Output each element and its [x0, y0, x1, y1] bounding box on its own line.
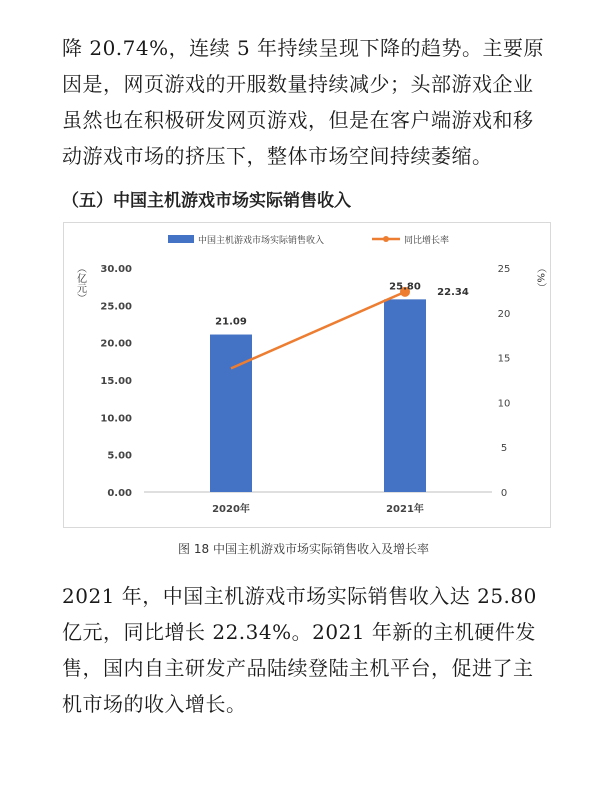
x-tick-label: 2021年	[386, 504, 424, 515]
right-tick-label: 25	[497, 264, 511, 275]
right-axis-title: （%）	[534, 263, 546, 293]
growth-line	[231, 292, 405, 369]
bar-data-label: 25.80	[389, 281, 421, 293]
combo-chart	[64, 223, 550, 527]
left-axis-ticks	[100, 264, 132, 499]
chart-container	[63, 222, 551, 528]
x-axis-ticks	[212, 502, 424, 515]
left-tick-label: 30.00	[100, 264, 132, 275]
bar-series	[210, 299, 426, 492]
right-tick-label: 5	[500, 443, 508, 455]
right-tick-label: 20	[497, 308, 511, 320]
right-axis-ticks	[498, 264, 511, 499]
right-tick-label: 15	[497, 353, 511, 365]
left-tick-label: 20.00	[100, 338, 132, 350]
chart-legend	[168, 234, 449, 246]
right-tick-label: 10	[497, 398, 511, 410]
legend-bar-swatch	[168, 235, 194, 243]
bar-data-label: 21.09	[215, 316, 247, 328]
left-tick-label: 25.00	[100, 301, 132, 313]
left-tick-label: 5.00	[107, 450, 132, 462]
left-tick-label: 10.00	[100, 413, 132, 425]
summary-paragraph: 2021 年，中国主机游戏市场实际销售收入达 25.80 亿元，同比增长 22.34%。2021 年新的主机硬件发售，国内自主研发产品陆续登陆主机平台，促进了主机市场的收入增长。	[62, 584, 537, 716]
legend-line-marker	[383, 236, 389, 242]
legend-line-label: 同比增长率	[404, 236, 450, 246]
section-title: （五）中国主机游戏市场实际销售收入	[62, 191, 351, 211]
bar	[384, 299, 426, 492]
left-tick-label: 15.00	[100, 376, 132, 387]
right-tick-label: 0	[500, 488, 508, 499]
left-axis-title: （亿元）	[74, 263, 86, 303]
x-tick-label: 2020年	[212, 504, 250, 515]
intro-paragraph: 降 20.74%，连续 5 年持续呈现下降的趋势。主要原因是，网页游戏的开服数量持续减少；头部游戏企业虽然也在积极研发网页游戏，但是在客户端游戏和移动游戏市场的挤压下，整体市场空间持续萎缩。	[62, 36, 545, 168]
left-tick-label: 0.00	[107, 488, 132, 499]
line-data-label: 22.34	[437, 286, 469, 298]
line-series	[231, 287, 410, 369]
figure-caption: 图 18 中国主机游戏市场实际销售收入及增长率	[178, 542, 429, 556]
bar	[210, 335, 252, 492]
legend-bar-label: 中国主机游戏市场实际销售收入	[198, 236, 325, 246]
